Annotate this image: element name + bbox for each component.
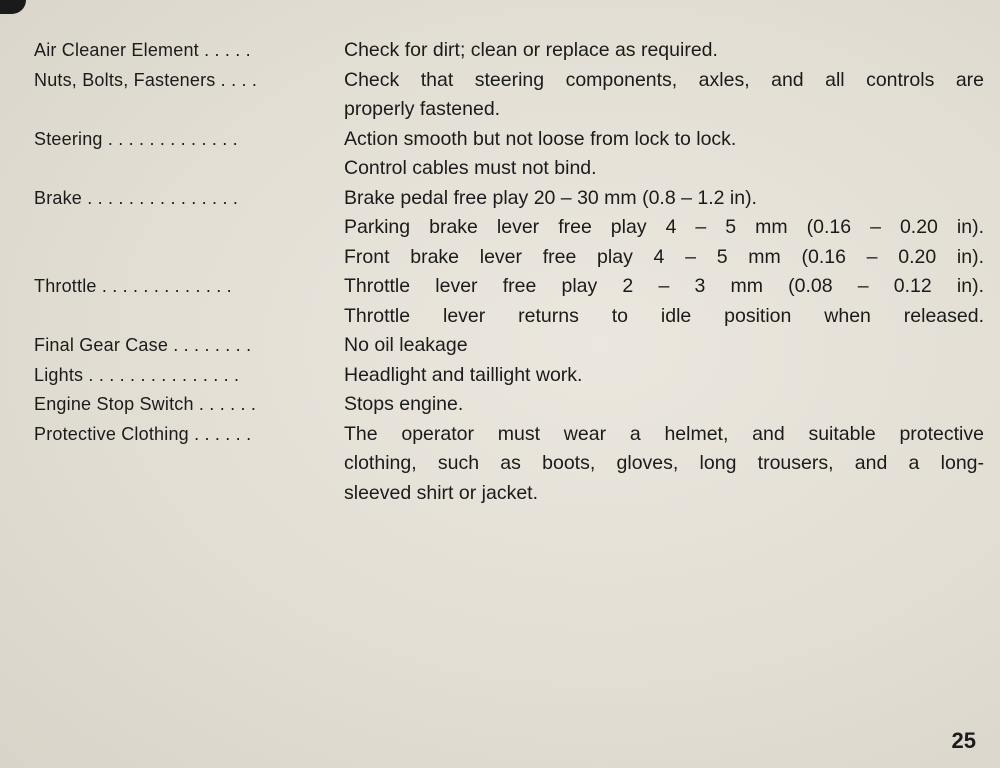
item-label: Steering . . . . . . . . . . . . .: [34, 128, 238, 149]
checklist-row-protective-clothing: [34, 420, 984, 509]
inspection-checklist: [34, 36, 984, 508]
description-line: Brake pedal free play 20 – 30 mm (0.8 – 1.2 in).: [344, 186, 757, 209]
checklist-row-steering: [34, 125, 984, 184]
checklist-row-brake: [34, 184, 984, 273]
item-label: Lights . . . . . . . . . . . . . . .: [34, 364, 240, 385]
description-line: No oil leakage: [344, 334, 468, 356]
item-label: Nuts, Bolts, Fasteners . . . .: [34, 69, 258, 90]
description-line: Parking brake lever free play 4 – 5 mm (0.16 – 0.20 in).: [344, 216, 984, 238]
description-line: Headlight and taillight work.: [344, 363, 583, 386]
item-description: [344, 331, 984, 361]
item-description: [344, 184, 984, 273]
checklist-row-fasteners: [34, 66, 984, 125]
checklist-row-throttle: [34, 272, 984, 331]
description-line: Front brake lever free play 4 – 5 mm (0.16 – 0.20 in).: [344, 245, 984, 268]
checklist-row-final-gear-case: [34, 331, 984, 361]
item-label: Air Cleaner Element . . . . .: [34, 40, 251, 60]
item-label: Protective Clothing . . . . . .: [34, 423, 252, 444]
description-line: Throttle lever returns to idle position when released.: [344, 304, 984, 327]
description-line: The operator must wear a helmet, and suitable protective: [344, 422, 984, 445]
item-description: [344, 272, 984, 331]
item-description: [344, 390, 984, 420]
item-label: Final Gear Case . . . . . . . .: [34, 335, 252, 355]
description-line: Control cables must not bind.: [344, 157, 597, 179]
description-line: clothing, such as boots, gloves, long trousers, and a long-: [344, 452, 984, 474]
item-label: Engine Stop Switch . . . . . .: [34, 394, 257, 414]
checklist-row-air-cleaner: [34, 36, 984, 66]
item-description: [344, 36, 984, 66]
checklist-row-engine-stop-switch: [34, 390, 984, 420]
item-description: [344, 66, 984, 125]
item-label: Throttle . . . . . . . . . . . . .: [34, 276, 232, 296]
description-line: Action smooth but not loose from lock to lock.: [344, 127, 737, 150]
description-line: Check that steering components, axles, and all controls are: [344, 68, 984, 91]
description-line: Check for dirt; clean or replace as required.: [344, 39, 718, 61]
item-description: [344, 125, 984, 184]
description-line: sleeved shirt or jacket.: [344, 481, 539, 504]
item-description: [344, 420, 984, 509]
description-line: Stops engine.: [344, 393, 464, 415]
corner-mark: [0, 0, 26, 14]
item-description: [344, 361, 984, 391]
item-label: Brake . . . . . . . . . . . . . . .: [34, 187, 239, 208]
checklist-row-lights: [34, 361, 984, 391]
description-line: properly fastened.: [344, 98, 501, 120]
page-number: 25: [951, 728, 976, 753]
description-line: Throttle lever free play 2 – 3 mm (0.08 – 0.12 in).: [344, 275, 984, 297]
